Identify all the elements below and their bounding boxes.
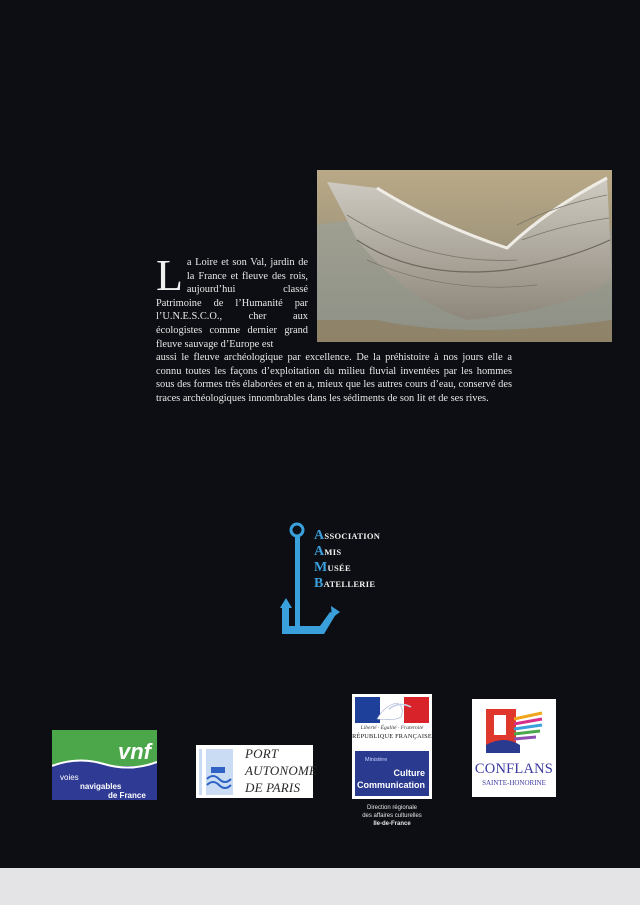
association-line: ASSOCIATION (314, 528, 381, 543)
drop-cap: L (156, 251, 183, 300)
port-autonome-logo (196, 745, 318, 798)
drac-caption: Direction régionale des affaires culturelles Ile-de-France (362, 805, 422, 827)
page-edge (0, 868, 640, 905)
association-line: BATELLERIE (314, 576, 376, 591)
marianne-icon (355, 697, 429, 723)
intro-narrow-text: a Loire et son Val, jardin de la France et fleuve des rois, aujourd’hui classé Patrimoine de l’Humanité par l’U.N.E.S.C.O., cher aux écologistes comme dernier grand fleuve sauvage d’Europe est (156, 257, 308, 350)
vnf-name: vnf (118, 739, 151, 764)
port-autonome-name: PORT AUTONOME DE PARIS (245, 746, 318, 795)
conflans-emblem-icon (484, 705, 544, 759)
conflans-logo: CONFLANS SAINTE-HONORINE (472, 699, 556, 797)
association-name (314, 528, 380, 592)
port-mark-icon (199, 749, 233, 795)
intro-wide-text: aussi le fleuve archéologique par excellence. De la préhistoire à nos jours elle a connu toutes les façons d’exploitation du milieu fluvial inventées par les hommes sous des formes très élaborées et en a, mieux que les autres cours d’eau, conservé des traces archéologiques innombrables dans les sédiments de son lit et de ses rives. (156, 352, 512, 404)
association-logo (276, 522, 406, 642)
republique-francaise-logo: Liberté · Égalité · Fraternité RÉPUBLIQUE FRANÇAISE Ministère Culture Communication (352, 694, 432, 799)
association-line: AMIS (314, 544, 342, 559)
vnf-logo: vnf voies navigables de France (52, 730, 157, 800)
intro-paragraph (156, 251, 512, 406)
association-line: MUSÉE (314, 560, 351, 575)
